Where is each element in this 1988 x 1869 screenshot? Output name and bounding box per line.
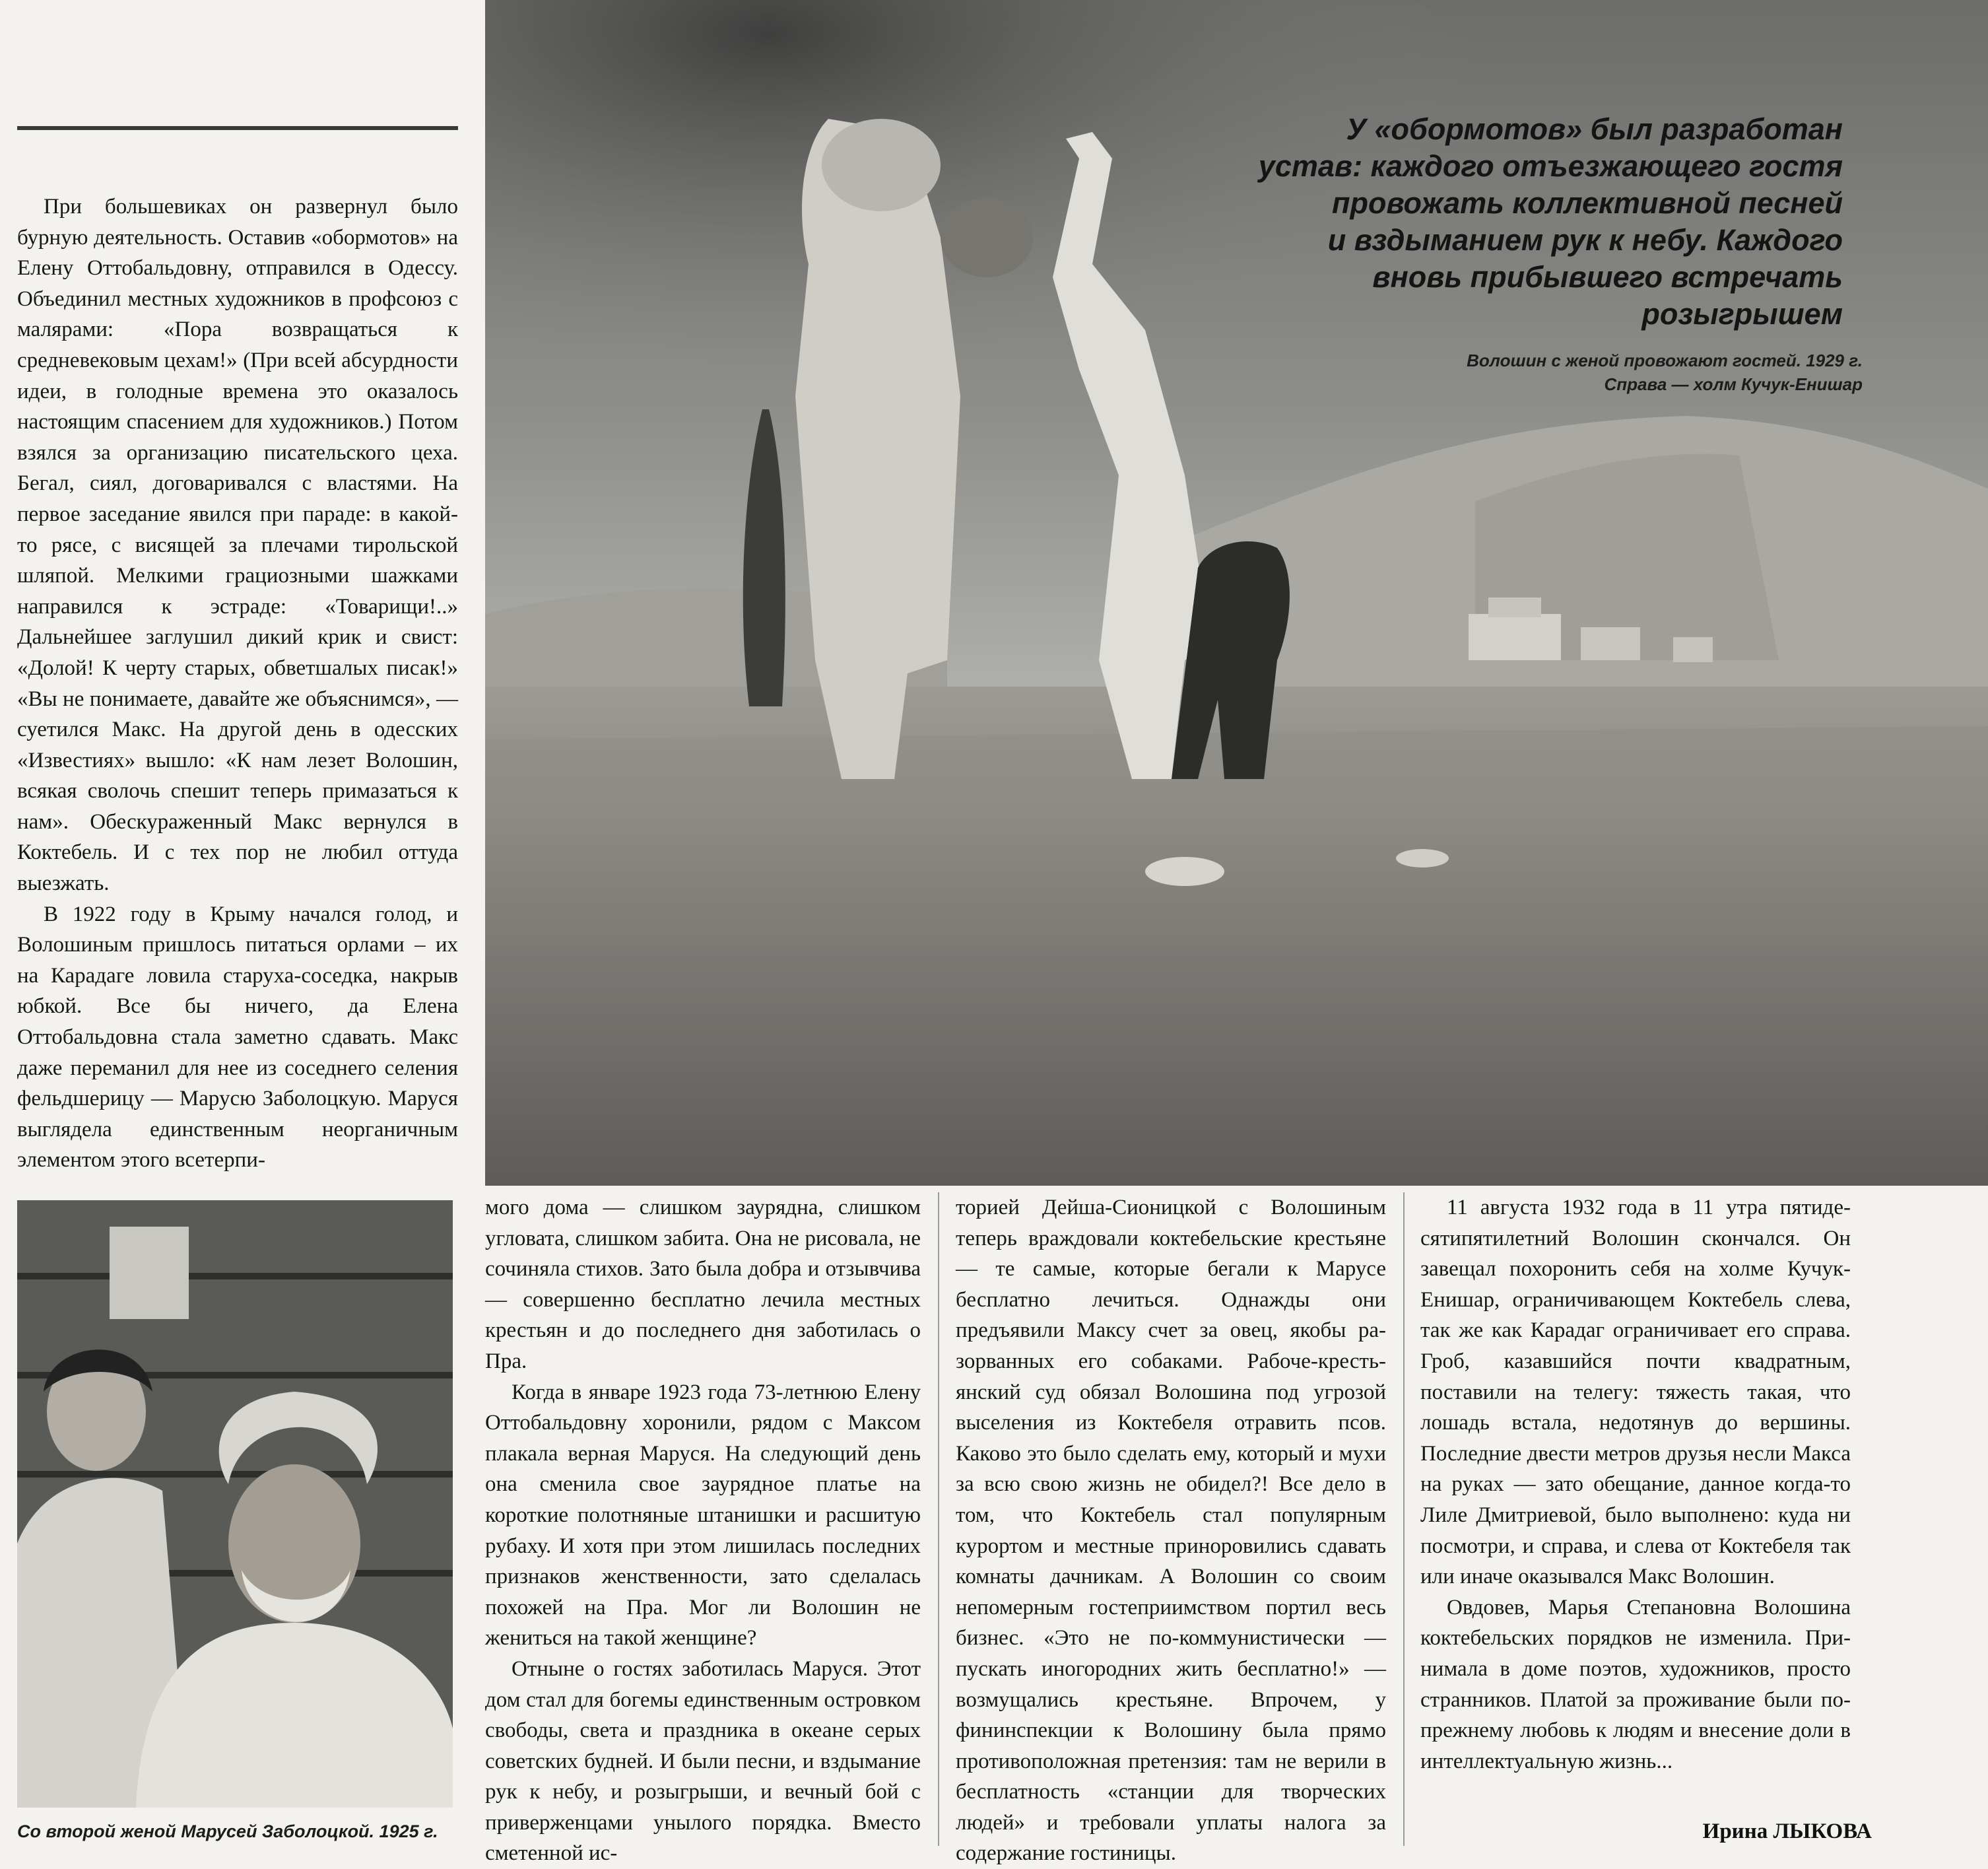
paragraph: 11 августа 1932 года в 11 утра пятидесятипятилетний Волошин скончался. Он завещал похоронить себя на холме Кучук-Енишар, ограничивающем Коктебель слева, так же как Карадаг ограничивает его справа. Гроб, казавшийся почти квадратным, поставили на телегу: тяжесть такая, что лошадь встала, недотянув до вершины. Последние двести метров друзья несли Макса на руках — зато обещание, данное когда-то Лиле Дмитриевой, было выполнено: куда ни посмотри, и справа, и слева от Коктебеля так или иначе оказывался Макс Волошин. <box>1420 1196 1851 1589</box>
article-column-2 <box>485 1192 921 1869</box>
article-column-3 <box>956 1192 1386 1869</box>
caption-line: Волошин с женой провожают гостей. 1929 г. <box>1467 351 1863 370</box>
paragraph: При большевиках он развернул было бурную деятельность. Оставив «обормотов» на Елену Оттобальдовну, отправился в Одессу. Объединил местных художников в профсоюз с малярами: «Пора возвращаться к средневековым цехам!» (При всей абсурдности идеи, в голодные времена это оказалось настоящим спасением для художников.) Потом взялся за организацию писательского цеха. Бегал, сиял, договаривался с властями. На первое заседание явился при параде: в какой-то рясе, с висящей за плечами тирольской шляпой. Мелкими грациозными шажками направился к эстраде: «Товарищи!..» Дальнейшее заглушил дикий крик и свист: «Долой! К черту старых, обветшалых писак!» «Вы не понимаете, давайте же объяснимся», — суетился Макс. На другой день в одесских «Известиях» вышло: «К нам лезет Волошин, всякая сволочь спешит теперь примазаться к нам». Обескураженный Макс вернулся в Коктебель. И с тех пор не любил оттуда выезжать. <box>17 195 458 896</box>
pull-quote-line: У «обормотов» был разработан <box>1346 112 1843 146</box>
pull-quote-line: провожать коллективной песней <box>1331 186 1843 220</box>
column-divider <box>1403 1192 1405 1846</box>
article-column-4 <box>1420 1192 1851 1777</box>
paragraph: Отныне о гостях заботилась Маруся. Этот дом стал для богемы единственным островком свободы, света и праздника в океане серых советских будней. И были песни, и вздымание рук к небу, и розыгрыши, и вечный бой с приверженцами унылого порядка. Вместо сметенной ис- <box>485 1656 921 1866</box>
caption-line: Справа — холм Кучук-Енишар <box>1604 374 1863 394</box>
pull-quote-line: устав: каждого отъезжающего гостя <box>1258 149 1843 183</box>
author-signature: Ирина ЛЫКОВА <box>1702 1819 1872 1843</box>
paragraph: торией Дейша-Сионицкой с Волошиным теперь враждовали коктебельские крестьяне — те самые, которые бегали к Марусе бесплатно лечиться. Однажды они предъявили Максу счет за овец, якобы разорванных его собаками. Рабоче-крестьянский суд обязал Волошина под угрозой выселения из Коктебеля отравить псов. Каково это было сделать ему, который и мухи за всю свою жизнь не обидел?! Все дело в том, что Коктебель стал популярным курортом и местные приноровились сдавать комнаты дачникам. А Волошин со своим непомерным гостеприимством портил весь бизнес. «Это не по-коммунистически — пускать иногородних жить бесплатно!» — возмущались крестьяне. Впрочем, у фининспекции к Волошину была прямо противоположная претензия: там не верили в бесплатность «станции для творческих людей» и требовали уплаты налога за содержание гостиницы. <box>956 1196 1386 1866</box>
pull-quote <box>1249 111 1843 333</box>
pull-quote-line: розыгрышем <box>1641 297 1843 331</box>
small-photo <box>17 1200 453 1808</box>
article-column-left <box>17 191 458 1176</box>
small-photo-caption: Со второй женой Марусей Заболоцкой. 1925 г. <box>17 1821 438 1841</box>
column-divider <box>938 1192 939 1846</box>
small-photo-image <box>17 1200 453 1808</box>
main-photo <box>485 0 1988 1186</box>
pull-quote-line: и вздыманием рук к небу. Каждого <box>1327 223 1843 257</box>
paragraph: В 1922 году в Крыму начался голод, и Волошиным пришлось питаться орлами – их на Карадаге ловила старуха-соседка, накрыв юбкой. Все бы ничего, да Елена Оттобальдовна стала заметно сдавать. Макс даже переманил для нее из соседнего селения фельдшерицу — Марусю Заболоцкую. Маруся выглядела единственным неорганичным элементом этого всетерпи- <box>17 902 458 1172</box>
paragraph: Когда в январе 1923 года 73-летнюю Елену Оттобальдовну хоронили, рядом с Максом плакала верная Маруся. На следующий день она сменила свое заурядное платье на короткие полотняные штанишки и расшитую рубаху. И хотя при этом лишилась последних признаков женственности, зато сделалась похожей на Пра. Мог ли Волошин не жениться на такой женщине? <box>485 1380 921 1650</box>
main-photo-caption <box>1335 349 1863 396</box>
pull-quote-line: вновь прибывшего встречать <box>1372 260 1843 294</box>
paragraph: мого дома — слишком заурядна, слишком угловата, слишком забита. Она не рисовала, не сочиняла стихов. Зато была добра и отзывчива — совершенно бесплатно лечила местных крестьян и до последнего дня заботилась о Пра. <box>485 1196 921 1373</box>
paragraph: Овдовев, Марья Степановна Волошина коктебельских порядков не изменила. Принимала в доме поэтов, художников, просто странников. Платой за проживание были по-прежнему любовь к людям и внесение доли в интеллектуальную жизнь... <box>1420 1595 1851 1773</box>
top-rule <box>17 126 458 130</box>
